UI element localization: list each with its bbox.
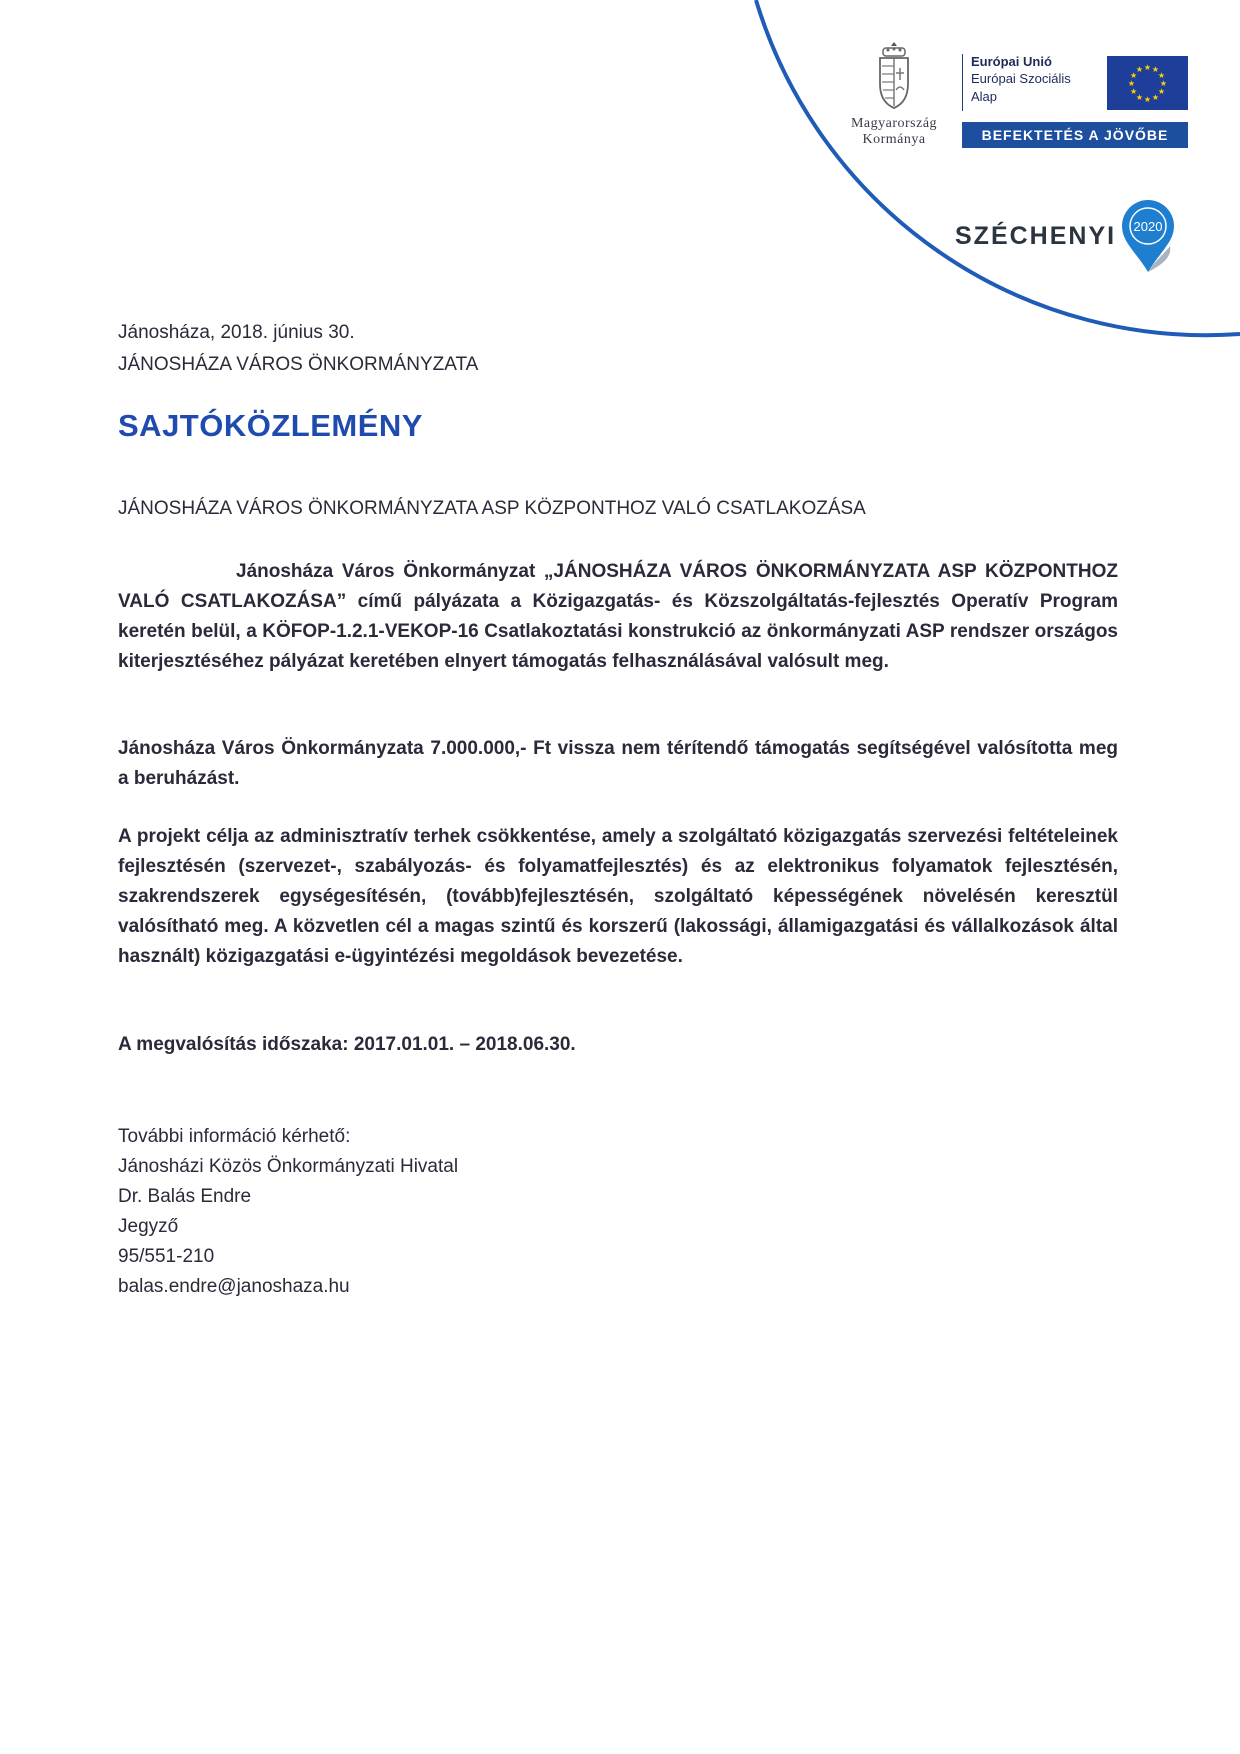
page-title: SAJTÓKÖZLEMÉNY [118, 408, 423, 443]
contact-office: Jánosházi Közös Önkormányzati Hivatal [118, 1156, 459, 1177]
eu-star: ★ [1143, 63, 1152, 72]
map-pin-icon [1120, 198, 1176, 274]
eu-star: ★ [1151, 92, 1160, 102]
paragraph-1: Jánosháza Város Önkormányzat „JÁNOSHÁZA VÁROS ÖNKORMÁNYZATA ASP KÖZPONTHOZ VALÓ CSATLAKOZÁSA” című pályázata a Közigazgatás- és Közszolgáltatás-fejlesztés Operatív Program keretén belül, a KÖFOP-1.2.1-VEKOP-16 Csatlakoztatási konstrukció az önkormányzati ASP rendszer országos kiterjesztéséhez pályázat keretében elnyert támogatás felhasználásával valósult meg. [118, 561, 1118, 672]
contact-role: Jegyző [118, 1216, 179, 1237]
contact-person: Dr. Balás Endre [118, 1186, 252, 1207]
paragraph-4: A megvalósítás időszaka: 2017.01.01. – 2018.06.30. [118, 1034, 576, 1055]
szechenyi-year: 2020 [1133, 219, 1163, 234]
government-name-line2: Kormánya [862, 132, 926, 147]
eu-star: ★ [1130, 87, 1138, 96]
paragraph-3: A projekt célja az adminisztratív terhek csökkentése, amely a szolgáltató közigazgatás szervezési feltételeinek fejlesztésén (szervezet-, szabályozás- és folyamatfejlesztés) és az elektronikus folyamatok fejlesztésén, szakrendszerek egységesítésén, (tovább)fejlesztésén, szolgáltató képességének növelésén keresztül valósítható meg. A közvetlen cél a magas szintű és korszerű (lakossági, államigazgatási és vállalkozások által használt) közigazgatási e-ügyintézési megoldások bevezetése. [118, 826, 1118, 967]
eu-subtitle-line1: Európai Szociális [971, 71, 1071, 86]
government-name-line1: Magyarország [850, 116, 938, 131]
eu-star: ★ [1130, 71, 1138, 80]
letter-subject: JÁNOSHÁZA VÁROS ÖNKORMÁNYZATA ASP KÖZPONTHOZ VALÓ CSATLAKOZÁSA [118, 498, 866, 519]
eu-title: Európai Unió [971, 54, 1052, 69]
szechenyi-label: SZÉCHENYI [955, 221, 1117, 250]
contact-intro: További információ kérhető: [118, 1126, 351, 1147]
contact-email[interactable]: balas.endre@janoshaza.hu [118, 1276, 350, 1297]
eu-star: ★ [1135, 92, 1144, 102]
eu-texts [962, 54, 1101, 111]
eu-banner: BEFEKTETÉS A JÖVŐBE [962, 122, 1188, 148]
eu-star: ★ [1135, 65, 1144, 75]
paragraph-2: Jánosháza Város Önkormányzata 7.000.000,- Ft vissza nem térítendő támogatás segítségével valósította meg a beruházást. [118, 738, 1118, 789]
eu-star: ★ [1143, 95, 1152, 104]
letter-date: Jánosháza, 2018. június 30. [118, 322, 355, 343]
contact-phone: 95/551-210 [118, 1246, 215, 1267]
eu-flag-icon [1107, 56, 1188, 110]
eu-star: ★ [1151, 65, 1160, 75]
government-logo [834, 40, 954, 148]
header-arc-decoration [0, 0, 1240, 340]
eu-star: ★ [1127, 79, 1136, 88]
eu-subtitle-line2: Alap [971, 89, 998, 104]
szechenyi-logo [955, 196, 1176, 276]
eu-star: ★ [1157, 71, 1165, 80]
hungarian-coat-of-arms-icon [874, 40, 914, 112]
letter-organization: JÁNOSHÁZA VÁROS ÖNKORMÁNYZATA [118, 354, 479, 375]
eu-star: ★ [1157, 87, 1165, 96]
eu-star: ★ [1159, 79, 1168, 88]
contact-block [118, 1122, 1118, 1302]
